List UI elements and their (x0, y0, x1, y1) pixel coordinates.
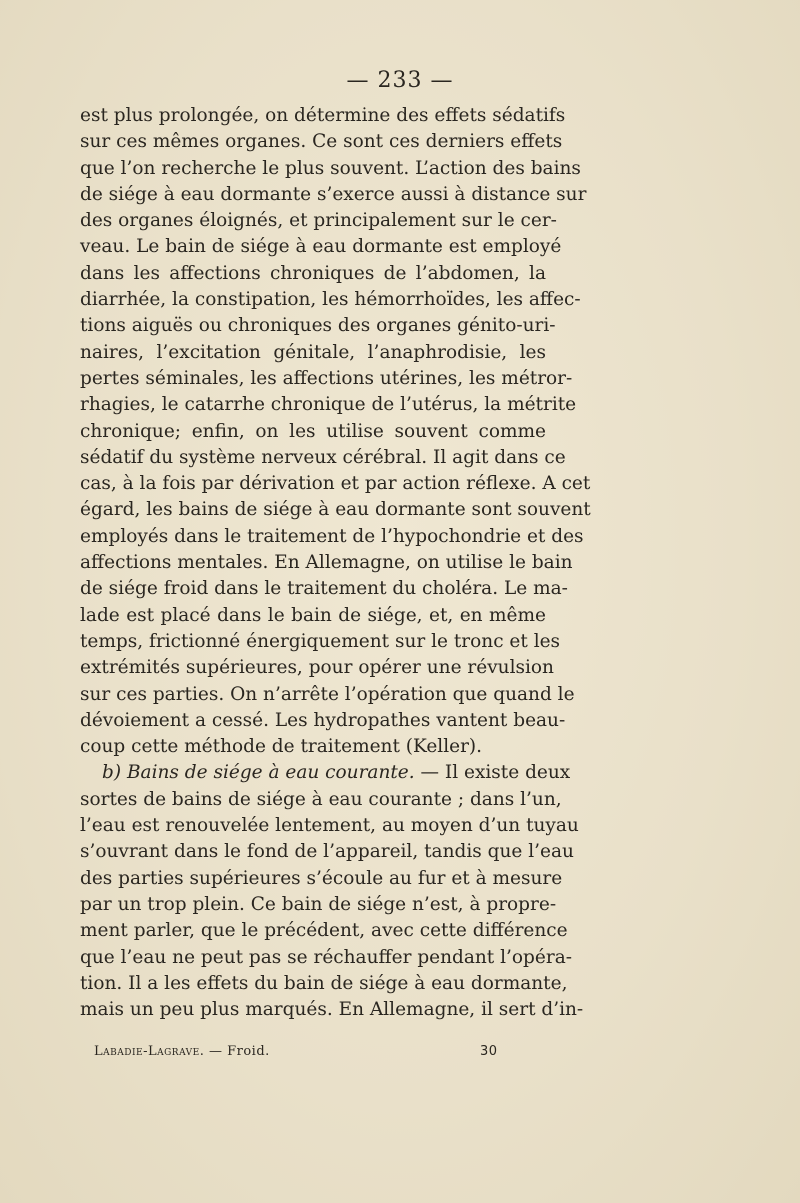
section-heading-line (80, 760, 571, 786)
paragraph-end-line: coup cette méthode de traitement (Keller). (80, 736, 483, 758)
text-line: naires, l’excitation génitale, l’anaphrodisie, les (80, 341, 546, 363)
page-number: — 233 — (346, 68, 454, 93)
text-line: temps, frictionné énergiquement sur le tronc et les (80, 630, 561, 652)
section-marker: b) (102, 762, 122, 784)
page-footer (94, 1044, 514, 1059)
text-line: rhagies, le catarrhe chronique de l’utérus, la métrite (80, 394, 577, 416)
text-line: par un trop plein. Ce bain de siége n’est, à propre- (80, 893, 557, 915)
text-line: sur ces parties. On n’arrête l’opération que quand le (80, 683, 575, 705)
text-line: l’eau est renouvelée lentement, au moyen d’un tuyau (80, 815, 579, 837)
text-line: sur ces mêmes organes. Ce sont ces derniers effets (80, 131, 563, 153)
text-line: tions aiguës ou chroniques des organes génito-uri- (80, 315, 556, 337)
text-line: s’ouvrant dans le fond de l’appareil, tandis que l’eau (80, 841, 574, 863)
text-line: que l’on recherche le plus souvent. L’action des bains (80, 157, 581, 179)
text-line: tion. Il a les effets du bain de siége à eau dormante, (80, 972, 568, 994)
text-line: employés dans le traitement de l’hypochondrie et des (80, 525, 584, 547)
footer-author: Labadie-Lagrave. (94, 1044, 205, 1059)
footer-title: Froid. (227, 1044, 270, 1059)
section-heading-continuation: — Il existe deux (414, 762, 571, 784)
text-line: chronique; enfin, on les utilise souvent comme (80, 420, 546, 442)
signature-mark: 30 (480, 1044, 498, 1059)
text-line: des organes éloignés, et principalement sur le cer- (80, 210, 557, 232)
text-line: sédatif du système nerveux cérébral. Il agit dans ce (80, 446, 566, 468)
footer-separator: — (204, 1044, 228, 1059)
text-line: sortes de bains de siége à eau courante ; dans l’un, (80, 788, 562, 810)
section-heading: Bains de siége à eau courante. (126, 762, 415, 784)
text-line: lade est placé dans le bain de siége, et, en même (80, 604, 546, 626)
text-line: est plus prolongée, on détermine des effets sédatifs (80, 105, 566, 126)
text-line: extrémités supérieures, pour opérer une révulsion (80, 657, 554, 679)
text-line: veau. Le bain de siége à eau dormante est employé (80, 236, 562, 258)
text-line: dans les affections chroniques de l’abdomen, la (80, 262, 546, 284)
body-text (80, 103, 591, 1023)
text-line: que l’eau ne peut pas se réchauffer pendant l’opéra- (80, 946, 572, 968)
text-line: égard, les bains de siége à eau dormante sont souvent (80, 499, 591, 521)
text-line: ment parler, que le précédent, avec cette différence (80, 920, 568, 942)
text-line: de siége froid dans le traitement du choléra. Le ma- (80, 578, 568, 600)
text-line: diarrhée, la constipation, les hémorrhoïdes, les affec- (80, 289, 581, 311)
text-line: de siége à eau dormante s’exerce aussi à distance sur (80, 183, 587, 205)
text-line: pertes séminales, les affections utérines, les métror- (80, 367, 573, 389)
text-line: dévoiement a cessé. Les hydropathes vantent beau- (80, 709, 566, 731)
text-line: cas, à la fois par dérivation et par action réflexe. A cet (80, 473, 591, 495)
text-line: mais un peu plus marqués. En Allemagne, il sert d’in- (80, 999, 584, 1021)
text-line: des parties supérieures s’écoule au fur et à mesure (80, 867, 563, 889)
text-line: affections mentales. En Allemagne, on utilise le bain (80, 552, 573, 574)
